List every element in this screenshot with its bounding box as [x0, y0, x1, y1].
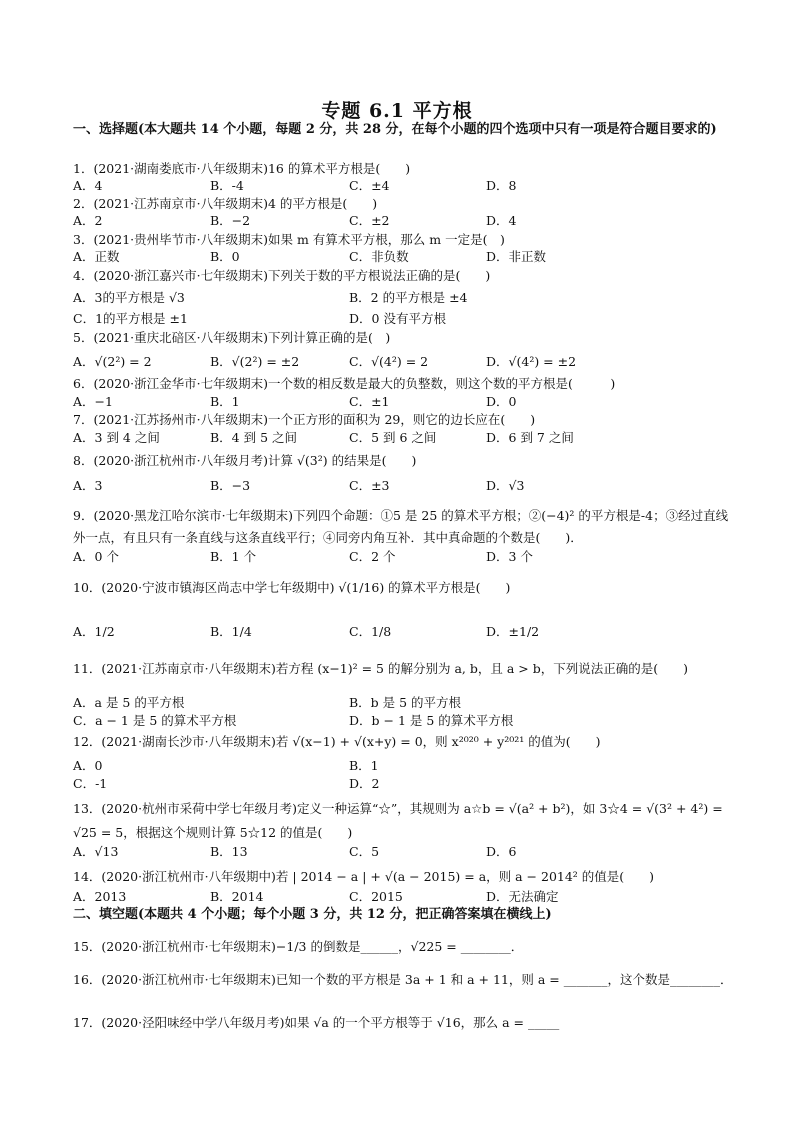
option-a: A．√(2²) = 2 — [73, 354, 152, 369]
option-a: A．−1 — [73, 394, 113, 409]
question-1-options — [73, 177, 733, 195]
question-14-options — [73, 888, 733, 906]
question-10-stem: 10．(2020·宁波市镇海区尚志中学七年级期中) √(1/16) 的算术平方根是( ) — [73, 580, 511, 595]
option-d: D．b − 1 是 5 的算术平方根 — [349, 713, 514, 728]
question-4-options-row2 — [73, 310, 733, 328]
option-b: B．13 — [210, 844, 248, 859]
option-a: A．3的平方根是 √3 — [73, 290, 185, 305]
option-c: C．5 — [349, 844, 380, 859]
question-12-stem: 12．(2021·湖南长沙市·八年级期末)若 √(x−1) + √(x+y) = 0，则 x²⁰²⁰ + y²⁰²¹ 的值为( ) — [73, 734, 601, 749]
option-d: D．±1/2 — [486, 624, 540, 639]
option-a: A．0 个 — [73, 549, 119, 564]
option-d: D．6 — [486, 844, 517, 859]
question-11-options-row1 — [73, 694, 733, 712]
option-c: C．非负数 — [349, 249, 409, 264]
option-c: C．a − 1 是 5 的算术平方根 — [73, 713, 237, 728]
question-2-options — [73, 212, 733, 230]
question-7-options — [73, 429, 733, 447]
question-12-options-row2 — [73, 775, 733, 793]
option-b: B．−3 — [210, 478, 251, 493]
option-b: B．0 — [210, 249, 240, 264]
page-title: 专题 6.1 平方根 — [321, 100, 473, 122]
question-15-stem: 15．(2020·浙江杭州市·七年级期末)−1/3 的倒数是______，√225 = ________． — [73, 939, 524, 954]
question-16-stem: 16．(2020·浙江杭州市·七年级期末)已知一个数的平方根是 3a + 1 和 a + 11，则 a = _______，这个数是________． — [73, 972, 733, 987]
option-b: B．1/4 — [210, 624, 252, 639]
question-7-stem: 7．(2021·江苏扬州市·八年级期末)一个正方形的面积为 29，则它的边长应在( ) — [73, 412, 536, 427]
option-d: D．4 — [486, 213, 517, 228]
option-b: B．1 个 — [210, 549, 257, 564]
option-d: D．8 — [486, 178, 517, 193]
option-a: A．正数 — [73, 249, 120, 264]
option-c: C．1/8 — [349, 624, 392, 639]
option-b: B．4 到 5 之间 — [210, 430, 298, 445]
option-a: A．2013 — [73, 889, 127, 904]
option-d: D．0 — [486, 394, 517, 409]
question-6-options — [73, 393, 733, 411]
option-b: B．2 的平方根是 ±4 — [349, 290, 468, 305]
question-13-options — [73, 843, 733, 861]
option-c: C．1的平方根是 ±1 — [73, 311, 188, 326]
question-17-stem: 17．(2020·泾阳味经中学八年级月考)如果 √a 的一个平方根等于 √16，那么 a = _____ — [73, 1015, 560, 1030]
option-a: A．4 — [73, 178, 103, 193]
option-c: C．5 到 6 之间 — [349, 430, 437, 445]
question-14-stem: 14．(2020·浙江杭州市·八年级期中)若 | 2014 − a | + √(a − 2015) = a，则 a − 2014² 的值是( ) — [73, 869, 655, 884]
question-4-options-row1 — [73, 289, 733, 307]
question-9-stem: 9．(2020·黑龙江哈尔滨市·七年级期末)下列四个命题：①5 是 25 的算术平方根；②(−4)² 的平方根是-4；③经过直线外一点，有且只有一条直线与这条直线平行；④同旁内角互补．其中真命题的个数是( )． — [73, 508, 729, 545]
question-4-stem: 4．(2020·浙江嘉兴市·七年级期末)下列关于数的平方根说法正确的是( ) — [73, 268, 491, 283]
option-c: C．±2 — [349, 213, 390, 228]
option-c: C．±1 — [349, 394, 390, 409]
option-d: D．6 到 7 之间 — [486, 430, 574, 445]
option-c: C．2015 — [349, 889, 403, 904]
option-c: C．±3 — [349, 478, 390, 493]
option-a: A．3 到 4 之间 — [73, 430, 160, 445]
option-d: D．√3 — [486, 478, 525, 493]
option-c: C．-1 — [73, 776, 108, 791]
option-b: B．1 — [349, 758, 379, 773]
question-3-options — [73, 248, 733, 266]
question-5-options — [73, 353, 733, 371]
question-5-stem: 5．(2021·重庆北碚区·八年级期末)下列计算正确的是( ) — [73, 330, 391, 345]
option-a: A．1/2 — [73, 624, 115, 639]
question-8-stem: 8．(2020·浙江杭州市·八年级月考)计算 √(3²) 的结果是( ) — [73, 453, 417, 468]
question-11-stem: 11．(2021·江苏南京市·八年级期末)若方程 (x−1)² = 5 的解分别为 a, b，且 a > b，下列说法正确的是( ) — [73, 661, 688, 676]
option-d: D．√(4²) = ±2 — [486, 354, 577, 369]
question-11-options-row2 — [73, 712, 733, 730]
question-6-stem: 6．(2020·浙江金华市·七年级期末)一个数的相反数是最大的负整数，则这个数的平方根是( ) — [73, 376, 616, 391]
option-c: C．2 个 — [349, 549, 396, 564]
option-d: D．3 个 — [486, 549, 533, 564]
option-c: C．±4 — [349, 178, 390, 193]
section1-heading: 一、选择题(本大题共 14 个小题，每题 2 分，共 28 分，在每个小题的四个选项中只有一项是符合题目要求的) — [73, 122, 717, 137]
option-a: A．3 — [73, 478, 103, 493]
option-b: B．1 — [210, 394, 240, 409]
option-d: D．2 — [349, 776, 380, 791]
option-d: D．0 没有平方根 — [349, 311, 446, 326]
question-8-options — [73, 477, 733, 495]
question-1-stem: 1．(2021·湖南娄底市·八年级期末)16 的算术平方根是( ) — [73, 161, 411, 176]
question-3-stem: 3．(2021·贵州毕节市·八年级期末)如果 m 有算术平方根，那么 m 一定是( ) — [73, 232, 505, 247]
option-b: B．-4 — [210, 178, 244, 193]
question-13-stem: 13．(2020·杭州市采荷中学七年级月考)定义一种运算“☆”，其规则为 a☆b = √(a² + b²)，如 3☆4 = √(3² + 4²) = √25 = 5，根据这个规则计算 5☆12 的值是( ) — [73, 801, 723, 840]
option-c: C．√(4²) = 2 — [349, 354, 429, 369]
question-12-options-row1 — [73, 757, 733, 775]
option-d: D．无法确定 — [486, 889, 559, 904]
question-9-options — [73, 548, 733, 566]
option-a: A．0 — [73, 758, 103, 773]
option-b: B．−2 — [210, 213, 251, 228]
option-b: B．2014 — [210, 889, 264, 904]
section2-heading: 二、填空题(本题共 4 个小题；每个小题 3 分，共 12 分，把正确答案填在横线上) — [73, 907, 552, 922]
question-2-stem: 2．(2021·江苏南京市·八年级期末)4 的平方根是( ) — [73, 196, 378, 211]
option-b: B．b 是 5 的平方根 — [349, 695, 462, 710]
option-d: D．非正数 — [486, 249, 547, 264]
option-a: A．a 是 5 的平方根 — [73, 695, 185, 710]
option-a: A．2 — [73, 213, 103, 228]
option-b: B．√(2²) = ±2 — [210, 354, 300, 369]
option-a: A．√13 — [73, 844, 119, 859]
question-10-options — [73, 623, 733, 641]
